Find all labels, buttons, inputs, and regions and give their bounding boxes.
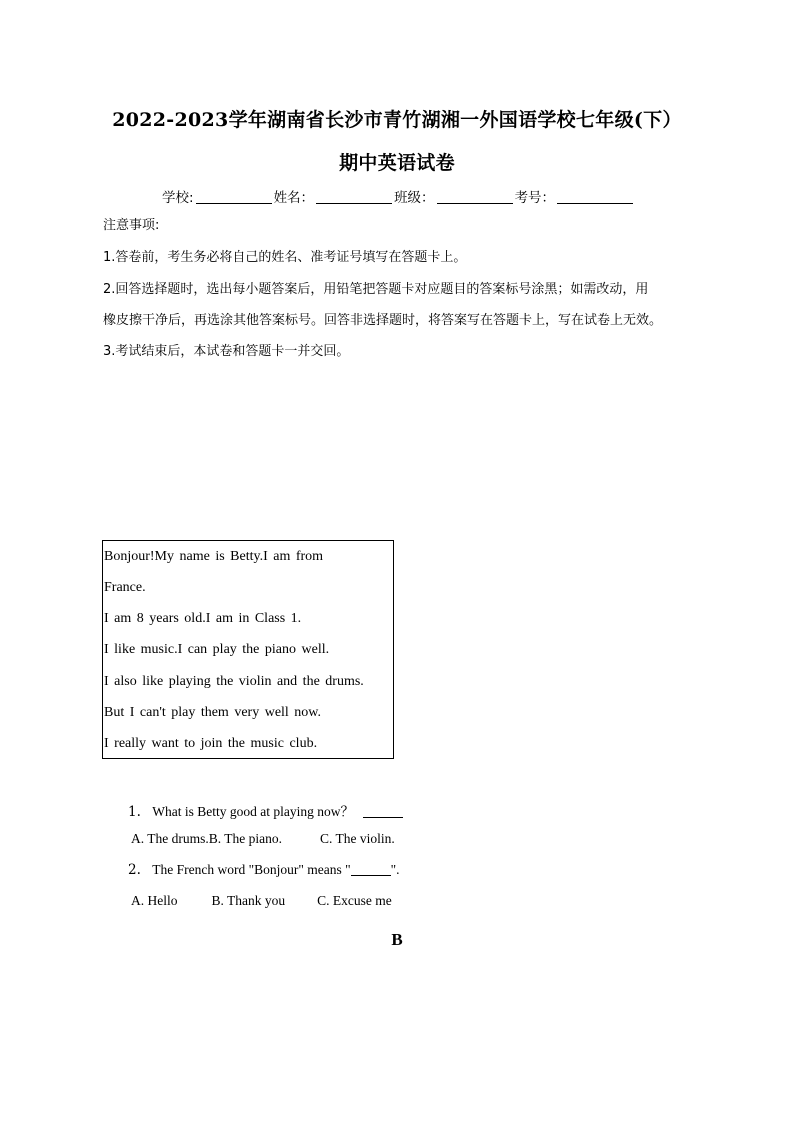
reading-passage-box bbox=[102, 540, 394, 759]
school-label: 学校: bbox=[162, 190, 194, 206]
notice-item-2-line2: 橡皮擦干净后，再选涂其他答案标号。回答非选择题时，将答案写在答题卡上，写在试卷上无效。 bbox=[103, 313, 663, 328]
passage-line: I really want to join the music club. bbox=[104, 736, 318, 751]
exam-number-blank bbox=[557, 191, 633, 204]
question-1-number: 1. bbox=[128, 804, 141, 820]
question-2-options bbox=[131, 893, 392, 909]
exam-title-line2: 期中英语试卷 bbox=[339, 152, 455, 174]
question-1-option-a: A. The drums. bbox=[131, 831, 209, 846]
question-2-option-c: C. Excuse me bbox=[317, 893, 392, 908]
question-1 bbox=[128, 800, 403, 820]
question-2-answer-blank bbox=[351, 863, 391, 876]
exam-number-label: 考号： bbox=[514, 190, 556, 206]
question-1-option-c: C. The violin. bbox=[320, 831, 395, 846]
passage-line: France. bbox=[104, 580, 146, 595]
notice-item-1: 1.答卷前，考生务必将自己的姓名、准考证号填写在答题卡上。 bbox=[103, 250, 467, 265]
passage-line: I also like playing the violin and the drums. bbox=[104, 674, 364, 689]
passage-line: Bonjour!My name is Betty.I am from bbox=[104, 549, 324, 564]
passage-line: I like music.I can play the piano well. bbox=[104, 642, 330, 657]
passage-line: But I can't play them very well now. bbox=[104, 705, 322, 720]
name-blank bbox=[316, 191, 392, 204]
question-2-number: 2. bbox=[128, 862, 141, 878]
question-2-text-before: The French word "Bonjour" means " bbox=[152, 862, 351, 877]
notice-item-2-line1: 2.回答选择题时，选出每小题答案后，用铅笔把答题卡对应题目的答案标号涂黑；如需改动，用 bbox=[103, 282, 649, 297]
school-blank bbox=[196, 191, 272, 204]
section-b-heading: B bbox=[391, 930, 403, 949]
notice-heading: 注意事项: bbox=[103, 218, 160, 233]
question-2 bbox=[128, 862, 400, 878]
question-1-options bbox=[131, 831, 395, 847]
question-1-text: What is Betty good at playing now？ bbox=[152, 804, 354, 819]
notice-item-3: 3.考试结束后，本试卷和答题卡一并交回。 bbox=[103, 344, 350, 359]
student-info-row bbox=[162, 186, 635, 206]
question-2-text-after: ". bbox=[390, 862, 400, 877]
exam-title-line1: 2022-2023学年湖南省长沙市青竹湖湘一外国语学校七年级(下） bbox=[112, 109, 682, 131]
name-label: 姓名： bbox=[273, 190, 315, 206]
question-2-option-b: B. Thank you bbox=[211, 893, 286, 908]
class-blank bbox=[437, 191, 513, 204]
class-label: 班级： bbox=[394, 190, 435, 206]
question-1-answer-blank bbox=[363, 805, 403, 818]
question-1-option-b: B. The piano. bbox=[208, 831, 282, 846]
passage-line: I am 8 years old.I am in Class 1. bbox=[104, 611, 302, 626]
question-2-option-a: A. Hello bbox=[131, 893, 178, 908]
